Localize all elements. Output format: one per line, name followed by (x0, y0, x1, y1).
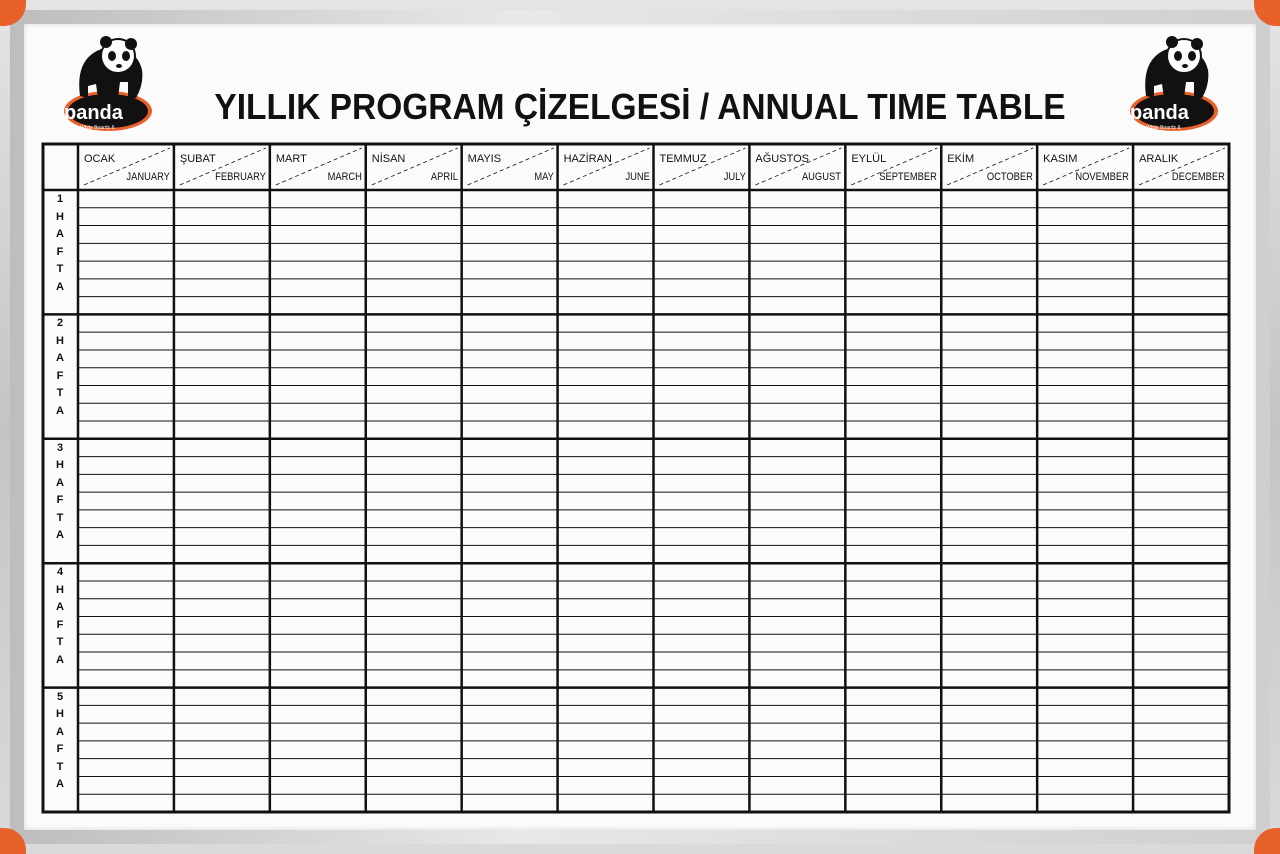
month-label-en: JANUARY (126, 171, 170, 183)
month-label-en: NOVEMBER (1075, 171, 1130, 183)
week-letter: A (56, 653, 64, 666)
month-label-tr: OCAK (84, 153, 116, 165)
week-letter: A (56, 601, 64, 614)
week-letter: T (56, 511, 64, 524)
month-label-tr: TEMMUZ (659, 153, 707, 165)
week-letter: F (56, 618, 64, 631)
month-label-en: FEBRUARY (215, 171, 266, 183)
brand-name: panda (64, 102, 123, 124)
month-label-tr: AĞUSTOS (755, 153, 809, 165)
week-letter: H (56, 708, 64, 721)
brand-name: panda (1130, 102, 1189, 124)
week-letter: A (56, 352, 64, 365)
week-letter: H (56, 459, 64, 472)
brand-tagline: White Boards & Memo Boards (1146, 125, 1181, 136)
week-letter: A (56, 228, 64, 240)
month-label-tr: HAZİRAN (563, 153, 612, 165)
table-border (43, 144, 1229, 812)
week-letter: T (56, 636, 64, 649)
month-label-tr: KASIM (1043, 153, 1078, 165)
month-label-en: JUNE (625, 171, 650, 183)
week-letter: F (56, 369, 64, 382)
month-label-en: APRIL (430, 171, 458, 183)
brand-tagline: White Boards & Memo Boards (80, 125, 115, 136)
week-letter: T (56, 263, 64, 275)
month-label-tr: MART (275, 153, 307, 165)
week-number: 2 (56, 317, 64, 330)
week-letter: T (56, 760, 64, 773)
week-letter: A (56, 404, 64, 417)
month-label-en: MAY (533, 171, 554, 183)
month-label-en: SEPTEMBER (879, 171, 938, 183)
month-label-en: OCTOBER (987, 171, 1034, 183)
page-title: YILLIK PROGRAM ÇİZELGESİ / ANNUAL TIME TABLE (214, 86, 1066, 127)
week-letter: A (56, 778, 64, 791)
month-label-tr: ŞUBAT (179, 153, 216, 165)
week-letter: A (56, 725, 64, 738)
week-letter: T (56, 387, 64, 400)
week-letter: F (56, 743, 64, 756)
month-label-en: DECEMBER (1171, 171, 1225, 183)
month-label-en: MARCH (327, 171, 362, 183)
month-label-en: AUGUST (802, 171, 842, 183)
week-letter: A (56, 476, 64, 489)
month-label-tr: EKİM (947, 153, 975, 165)
week-number: 4 (56, 566, 64, 579)
week-number: 5 (56, 690, 64, 703)
week-letter: H (56, 210, 64, 223)
month-label-tr: ARALIK (1139, 153, 1179, 165)
month-label-tr: NİSAN (371, 153, 406, 165)
week-letter: F (56, 245, 64, 258)
week-letter: H (56, 334, 64, 347)
week-letter: H (56, 583, 64, 596)
week-number: 3 (56, 441, 64, 454)
month-label-en: JULY (723, 171, 746, 183)
week-letter: A (56, 529, 64, 542)
month-label-tr: MAYIS (467, 153, 502, 165)
week-number: 1 (56, 193, 64, 205)
week-letter: A (56, 280, 64, 293)
month-label-tr: EYLÜL (851, 153, 887, 165)
week-letter: F (56, 494, 64, 507)
